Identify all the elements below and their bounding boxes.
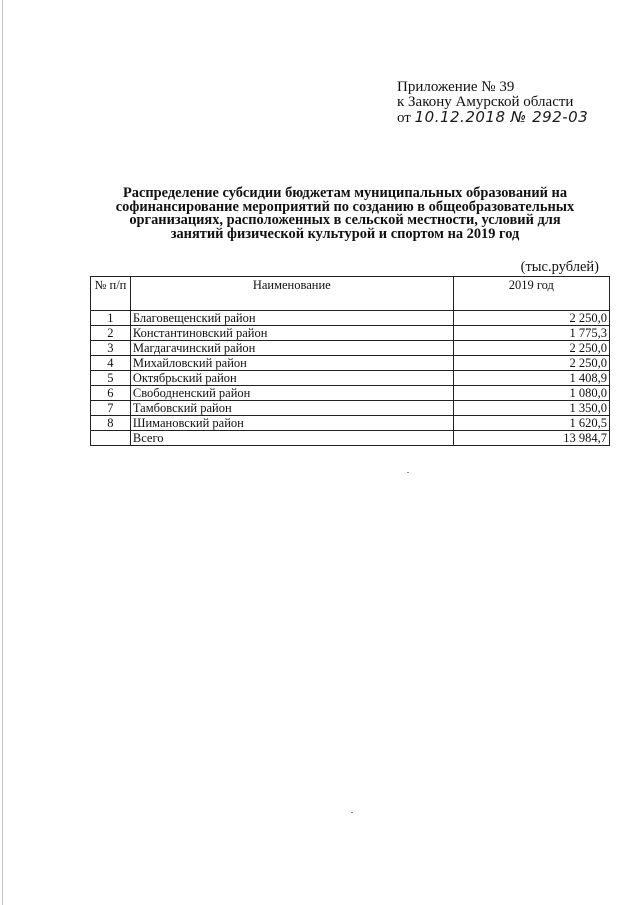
total-label: Всего [130, 431, 453, 446]
title-line-2: софинансирование мероприятий по созданию в общеобразовательных [115, 198, 575, 215]
subsidy-table [90, 276, 610, 446]
row-name-cell: Михайловский район [130, 356, 453, 371]
row-value-cell: 2 250,0 [453, 341, 609, 356]
appendix-date-line [397, 110, 588, 126]
row-num-cell: 4 [91, 356, 131, 371]
table-row [91, 311, 610, 326]
scan-speck [351, 812, 353, 813]
header-num: № п/п [91, 277, 131, 311]
row-num-cell: 3 [91, 341, 131, 356]
table-row [91, 416, 610, 431]
appendix-law: к Закону Амурской области [397, 94, 574, 110]
row-value-cell: 2 250,0 [453, 356, 609, 371]
table-total-row [91, 431, 610, 446]
row-value-cell: 1 620,5 [453, 416, 609, 431]
document-title [80, 187, 610, 241]
title-line-1: Распределение субсидии бюджетам муниципальных образований на [122, 185, 568, 201]
units-label: (тыс.рублей) [520, 259, 599, 275]
appendix-header [397, 80, 588, 126]
row-name-cell: Магдагачинский район [130, 341, 453, 356]
row-name-cell: Шимановский район [130, 416, 453, 431]
row-value-cell: 1 080,0 [453, 386, 609, 401]
appendix-date-prefix: от [397, 110, 415, 126]
row-name-cell: Октябрьский район [130, 371, 453, 386]
table-row [91, 356, 610, 371]
total-value: 13 984,7 [453, 431, 609, 446]
row-name-cell: Свободненский район [130, 386, 453, 401]
row-value-cell: 2 250,0 [453, 311, 609, 326]
row-num-cell: 6 [91, 386, 131, 401]
table-header-row [91, 277, 610, 311]
title-line-3: организациях, расположенных в сельской местности, условий для [129, 212, 561, 229]
row-value-cell: 1 408,9 [453, 371, 609, 386]
row-name-cell: Благовещенский район [130, 311, 453, 326]
table-row [91, 341, 610, 356]
row-name-cell: Константиновский район [130, 326, 453, 341]
table-body [91, 311, 610, 431]
header-year: 2019 год [453, 277, 609, 311]
row-num-cell: 2 [91, 326, 131, 341]
scan-edge-line [2, 0, 3, 905]
total-num-cell [91, 431, 131, 446]
row-name-cell: Тамбовский район [130, 401, 453, 416]
handwritten-date-number: 10.12.2018 № 292-03 [414, 108, 589, 126]
header-name: Наименование [130, 277, 453, 311]
row-num-cell: 8 [91, 416, 131, 431]
table-row [91, 326, 610, 341]
title-line-4: занятий физической культурой и спортом на 2019 год [170, 225, 520, 242]
scan-speck [407, 472, 409, 473]
row-num-cell: 1 [91, 311, 131, 326]
table-row [91, 386, 610, 401]
appendix-number: Приложение № 39 [397, 79, 515, 95]
row-value-cell: 1 775,3 [453, 326, 609, 341]
row-num-cell: 7 [91, 401, 131, 416]
row-value-cell: 1 350,0 [453, 401, 609, 416]
table-row [91, 371, 610, 386]
row-num-cell: 5 [91, 371, 131, 386]
table-row [91, 401, 610, 416]
